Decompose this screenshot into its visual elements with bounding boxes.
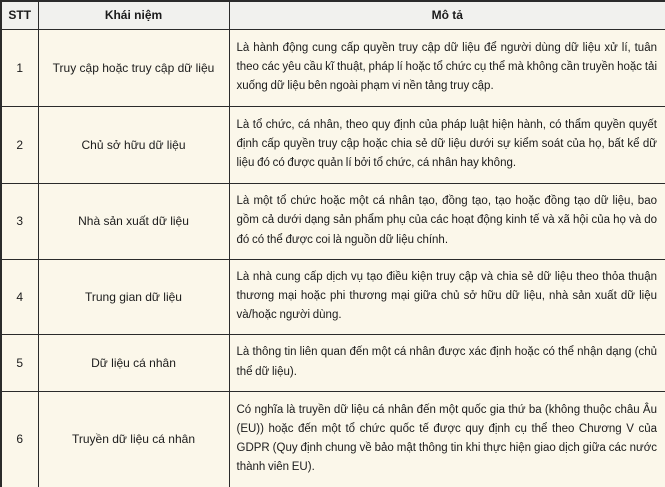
table-header <box>1 1 665 29</box>
stt-cell: 6 <box>1 391 38 487</box>
concept-cell: Truy cập hoặc truy cập dữ liệu <box>38 29 229 106</box>
table-row <box>1 391 665 487</box>
description-cell: Là nhà cung cấp dịch vụ tạo điều kiện truy cập và chia sẻ dữ liệu theo thỏa thuận thương mại hoặc phi thương mại giữa chủ sở hữu dữ liệu, nhà sản xuất dữ liệu và/hoặc người dùng. <box>229 259 665 334</box>
stt-cell: 4 <box>1 259 38 334</box>
stt-cell: 2 <box>1 106 38 183</box>
table-body <box>1 29 665 487</box>
concept-cell: Nhà sản xuất dữ liệu <box>38 183 229 259</box>
table-row <box>1 334 665 391</box>
concept-cell: Chủ sở hữu dữ liệu <box>38 106 229 183</box>
concept-cell: Dữ liệu cá nhân <box>38 334 229 391</box>
header-row <box>1 1 665 29</box>
table-row <box>1 29 665 106</box>
concept-cell: Truyền dữ liệu cá nhân <box>38 391 229 487</box>
header-stt: STT <box>1 1 38 29</box>
table-row <box>1 183 665 259</box>
header-description: Mô tả <box>229 1 665 29</box>
table-row <box>1 259 665 334</box>
description-cell: Là một tổ chức hoặc một cá nhân tạo, đồng tạo, tạo hoặc đồng tạo dữ liệu, bao gồm cả dưới dạng sản phẩm phụ của các hoạt động kinh tế và xã hội của họ và do đó có thể được coi là nguồn dữ liệu chính. <box>229 183 665 259</box>
description-cell: Có nghĩa là truyền dữ liệu cá nhân đến một quốc gia thứ ba (không thuộc châu Âu (EU)) hoặc đến một tổ chức quốc tế được quy định cụ thể theo Chương V của GDPR (Quy định chung về bảo mật thông tin khi thực hiện giao dịch giữa các nước thành viên EU). <box>229 391 665 487</box>
table-row <box>1 106 665 183</box>
concept-cell: Trung gian dữ liệu <box>38 259 229 334</box>
stt-cell: 5 <box>1 334 38 391</box>
stt-cell: 3 <box>1 183 38 259</box>
description-cell: Là thông tin liên quan đến một cá nhân được xác định hoặc có thể nhận dạng (chủ thể dữ liệu). <box>229 334 665 391</box>
description-cell: Là tổ chức, cá nhân, theo quy định của pháp luật hiện hành, có thẩm quyền quyết định cấp quyền truy cập hoặc chia sẻ dữ liệu dưới sự kiểm soát của họ, bất kể dữ liệu đó có được quản lí bởi tổ chức, cá nhân hay không. <box>229 106 665 183</box>
stt-cell: 1 <box>1 29 38 106</box>
header-concept: Khái niệm <box>38 1 229 29</box>
description-cell: Là hành động cung cấp quyền truy cập dữ liệu để người dùng dữ liệu xử lí, tuân theo các yêu cầu kĩ thuật, pháp lí hoặc tổ chức cụ thể mà không cần truyền hoặc tải xuống dữ liệu bên ngoài phạm vi nền tảng truy cập. <box>229 29 665 106</box>
